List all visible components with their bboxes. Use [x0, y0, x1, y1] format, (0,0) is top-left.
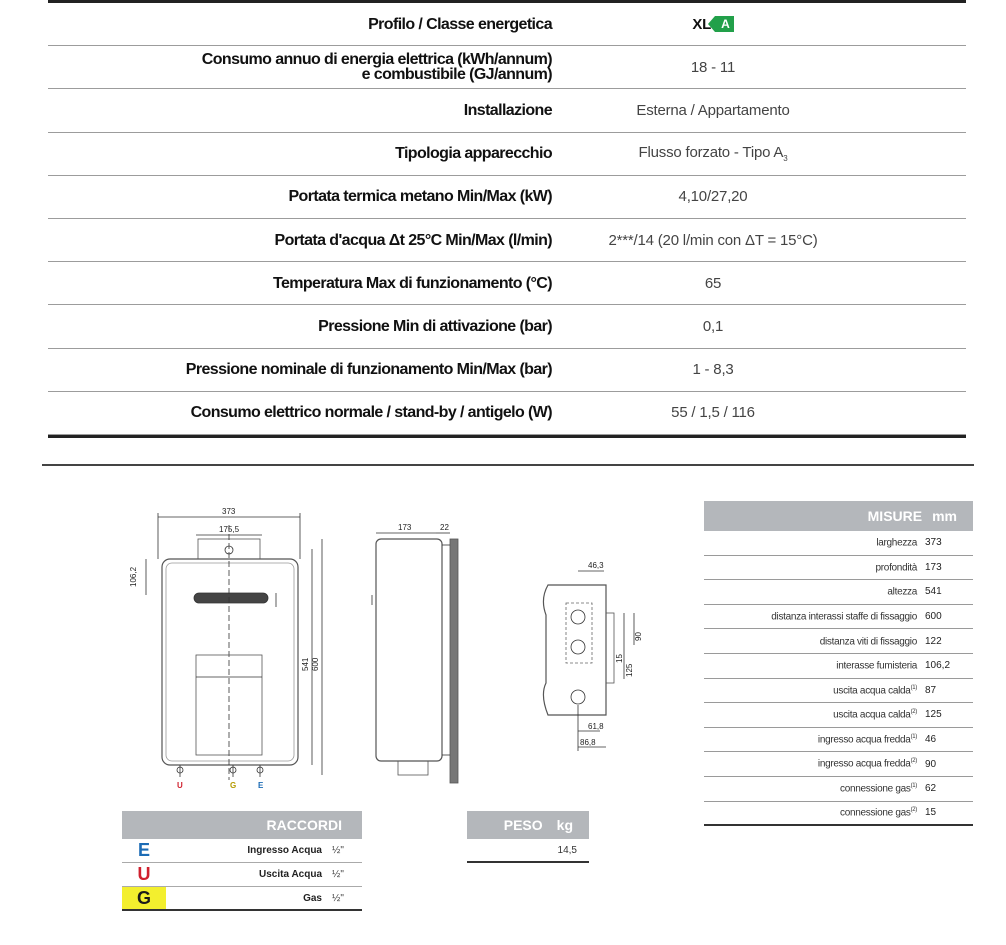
connection-e-marker: E — [258, 781, 264, 790]
dim-front-inner: 175,5 — [219, 525, 240, 534]
spec-value: 1 - 8,3 — [692, 361, 734, 379]
misure-label-note: (2) — [910, 807, 917, 814]
misure-value: 373 — [925, 537, 942, 549]
misure-label-text: connessione gas — [840, 783, 911, 795]
dim-front-fume: 106,2 — [129, 566, 138, 587]
misure-row — [704, 580, 973, 605]
misure-label-text: uscita acqua calda — [833, 685, 911, 697]
spec-row — [48, 305, 966, 348]
misure-value: 125 — [925, 709, 942, 721]
spec-value: 65 — [704, 274, 722, 292]
misure-label-text: interasse fumisteria — [836, 660, 917, 672]
peso-unit: kg — [556, 817, 573, 833]
misure-label — [704, 611, 925, 622]
raccordi-row — [122, 887, 362, 911]
misure-value: 62 — [925, 783, 937, 795]
misure-unit: mm — [932, 508, 957, 524]
drawings-svg — [100, 495, 660, 795]
spec-label-line: e combustibile (GJ/annum) — [361, 66, 552, 84]
spec-value: 55 / 1,5 / 116 — [671, 404, 755, 422]
dim-bottom-e: 61,8 — [588, 722, 604, 731]
raccordi-row — [122, 839, 362, 863]
misure-label — [704, 636, 925, 647]
spec-row — [48, 133, 966, 176]
spec-label: Pressione Min di attivazione (bar) — [318, 317, 552, 335]
spec-row — [48, 3, 966, 46]
misure-row — [704, 605, 973, 630]
misure-label — [704, 709, 925, 720]
spec-value-text: Flusso forzato - Tipo A — [638, 144, 784, 162]
dim-bottom-a: 46,3 — [588, 561, 604, 570]
connection-size: ½" — [332, 892, 344, 904]
misure-row — [704, 654, 973, 679]
technical-drawings — [100, 495, 660, 795]
peso-title: PESO — [503, 817, 543, 833]
misure-label-text: uscita acqua calda — [833, 709, 911, 721]
connection-letter: U — [137, 864, 151, 884]
misure-label-note: (2) — [910, 758, 917, 765]
spec-value: 18 - 11 — [690, 58, 736, 76]
spec-label: Tipologia apparecchio — [395, 145, 552, 163]
misure-value: 600 — [925, 611, 942, 623]
table-bottom-rule — [48, 435, 966, 438]
spec-row — [48, 46, 966, 89]
connection-letter: E — [137, 840, 150, 860]
misure-label — [704, 685, 925, 696]
spec-value: 4,10/27,20 — [678, 188, 748, 206]
raccordi-row — [122, 863, 362, 887]
misure-label — [704, 562, 925, 573]
side-view-drawing — [372, 523, 458, 783]
spec-row — [48, 262, 966, 305]
dim-bottom-b: 90 — [634, 632, 643, 641]
misure-value: 90 — [925, 758, 937, 770]
misure-label-note: (2) — [910, 709, 917, 716]
misure-value: 46 — [925, 734, 937, 746]
dim-bottom-c: 15 — [615, 654, 624, 663]
dim-front-height1: 541 — [301, 657, 310, 671]
misure-value: 541 — [925, 586, 942, 598]
misure-header — [704, 501, 973, 531]
dim-side-wall: 22 — [440, 523, 449, 532]
misure-label — [704, 807, 925, 818]
misure-row — [704, 629, 973, 654]
misure-row — [704, 703, 973, 728]
misure-label-text: profondità — [875, 562, 917, 574]
front-view-drawing — [129, 507, 322, 790]
spec-value — [552, 144, 966, 163]
spec-row — [48, 349, 966, 392]
misure-label — [704, 586, 925, 597]
spec-label: Portata d'acqua Δt 25°C Min/Max (l/min) — [274, 231, 552, 249]
misure-rows — [704, 531, 973, 826]
load-profile: XL — [692, 15, 712, 33]
spec-value: 2***/14 (20 l/min con ΔT = 15°C) — [608, 231, 818, 249]
misure-label — [704, 783, 925, 794]
misure-label-text: distanza viti di fissaggio — [819, 635, 917, 647]
dim-front-width: 373 — [222, 507, 236, 516]
connection-name: Gas — [303, 892, 322, 904]
bottom-view-drawing — [543, 561, 643, 751]
spec-label: Portata termica metano Min/Max (kW) — [288, 188, 552, 206]
peso-header — [467, 811, 589, 839]
spec-row — [48, 392, 966, 435]
connection-size: ½" — [332, 869, 344, 880]
spec-row — [48, 89, 966, 132]
spec-label: Pressione nominale di funzionamento Min/Max (bar) — [185, 361, 552, 379]
misure-title: MISURE — [867, 508, 923, 524]
spec-row — [48, 176, 966, 219]
connection-u-marker: U — [177, 781, 183, 790]
misure-row — [704, 728, 973, 753]
peso-value: 14,5 — [467, 839, 589, 863]
spec-label: Installazione — [463, 101, 552, 119]
connection-size: ½" — [332, 845, 344, 856]
misure-label-text: distanza interassi staffe di fissaggio — [771, 611, 917, 623]
spec-value-subscript: 3 — [783, 154, 788, 164]
misure-value: 106,2 — [925, 660, 951, 672]
misure-label-text: ingresso acqua fredda — [817, 734, 911, 746]
misure-value: 122 — [925, 635, 942, 647]
energy-class-badge: A — [715, 16, 733, 32]
misure-label — [704, 537, 925, 548]
connection-name: Uscita Acqua — [259, 869, 322, 880]
misure-row — [704, 777, 973, 802]
misure-table — [704, 501, 973, 826]
spec-row — [48, 219, 966, 262]
misure-row — [704, 531, 973, 556]
misure-row — [704, 679, 973, 704]
spec-label — [48, 52, 552, 82]
section-divider — [42, 464, 974, 466]
misure-value: 15 — [925, 807, 937, 819]
connection-letter: G — [122, 887, 166, 909]
spec-value: Esterna / Appartamento — [636, 101, 790, 119]
misure-label-note: (1) — [910, 783, 917, 790]
misure-row — [704, 752, 973, 777]
peso-table — [467, 811, 589, 863]
misure-label — [704, 660, 925, 671]
misure-row — [704, 802, 973, 827]
misure-label-note: (1) — [910, 733, 917, 740]
misure-label — [704, 734, 925, 745]
connection-name: Ingresso Acqua — [247, 845, 322, 856]
spec-table — [48, 0, 966, 438]
misure-value: 87 — [925, 684, 937, 696]
spec-label: Consumo elettrico normale / stand-by / antigelo (W) — [190, 404, 552, 422]
spec-label-line: Consumo annuo di energia elettrica (kWh/annum) — [201, 51, 552, 69]
misure-row — [704, 556, 973, 581]
spec-label: Temperatura Max di funzionamento (°C) — [272, 274, 552, 292]
dim-front-height2: 600 — [311, 657, 320, 671]
misure-label — [704, 758, 925, 769]
misure-label-text: larghezza — [876, 537, 917, 549]
raccordi-header: RACCORDI — [122, 811, 362, 839]
raccordi-table — [122, 811, 362, 911]
misure-label-text: connessione gas — [840, 807, 911, 819]
dim-bottom-f: 86,8 — [580, 738, 596, 747]
dim-side-depth: 173 — [398, 523, 412, 532]
misure-label-note: (1) — [910, 684, 917, 691]
dim-bottom-d: 125 — [625, 663, 634, 677]
spec-value — [552, 16, 966, 33]
misure-label-text: altezza — [887, 586, 917, 598]
misure-value: 173 — [925, 561, 942, 573]
connection-g-marker: G — [230, 781, 237, 790]
misure-label-text: ingresso acqua fredda — [817, 758, 911, 770]
spec-label: Profilo / Classe energetica — [368, 15, 552, 33]
spec-value: 0,1 — [702, 317, 724, 335]
